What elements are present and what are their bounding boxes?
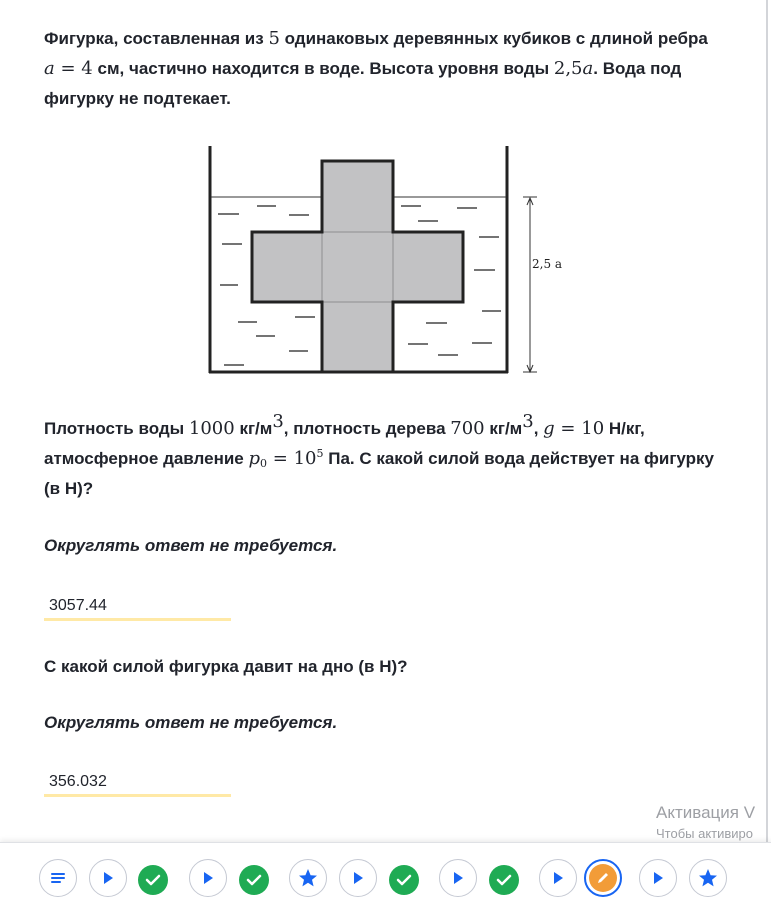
cube-count: 5 <box>268 28 280 49</box>
video-step-4[interactable] <box>439 859 477 897</box>
video-step-6[interactable] <box>639 859 677 897</box>
star-icon <box>298 868 318 888</box>
checkmark-icon <box>496 874 512 886</box>
current-step-indicator <box>589 864 617 892</box>
cube-center <box>322 232 393 302</box>
conditions-text: Плотность воды 1000 $кг/м^3$, плотность дерева 700 $кг/м^3$, g = 10 Н/кг, атмосферное давление $p_0 = 10^5$ Па. С какой силой вода действует на фигурку (в Н)? <box>44 411 714 498</box>
cube-right <box>393 232 463 302</box>
intro-text-2: одинаковых деревянных кубиков с длиной ребра <box>284 29 708 48</box>
dimension-label: 2,5 a <box>532 257 563 271</box>
pencil-icon <box>596 871 610 885</box>
play-icon <box>202 871 214 885</box>
unit-wood-density: кг/м <box>489 419 523 438</box>
g-equals: = <box>560 418 576 439</box>
completed-step-3[interactable] <box>389 865 419 895</box>
water-level-variable: a <box>582 58 594 79</box>
density-text-2: , плотность дерева <box>283 419 446 438</box>
watermark-line-1: Активация V <box>656 803 756 822</box>
mastery-step-1[interactable] <box>289 859 327 897</box>
pressure-base: 10 <box>293 448 317 469</box>
checkmark-icon <box>396 874 412 886</box>
video-step-3[interactable] <box>339 859 377 897</box>
completed-step-4[interactable] <box>489 865 519 895</box>
intro-text: Фигурка, составленная из <box>44 29 264 48</box>
checkmark-icon <box>246 874 262 886</box>
edge-equals: = <box>60 58 76 79</box>
g-value: 10 <box>581 418 605 439</box>
play-icon <box>552 871 564 885</box>
page-edge-divider <box>766 0 768 905</box>
density-text-1: Плотность воды <box>44 419 185 438</box>
star-icon <box>698 868 718 888</box>
play-icon <box>102 871 114 885</box>
problem-conditions <box>44 411 734 504</box>
completed-step-1[interactable] <box>138 865 168 895</box>
play-icon <box>452 871 464 885</box>
cross-in-water-figure <box>205 144 565 380</box>
water-density-value: 1000 <box>188 418 235 439</box>
answer-input-1[interactable]: 3057.44 <box>44 591 231 621</box>
video-step-1[interactable] <box>89 859 127 897</box>
edge-variable: a <box>44 58 55 79</box>
answer-input-2[interactable]: 356.032 <box>44 767 231 797</box>
question1-text: Па. С какой силой вода действует на фигурку (в Н)? <box>44 449 714 498</box>
completed-step-2[interactable] <box>239 865 269 895</box>
checkmark-icon <box>145 874 161 886</box>
pressure-equals: = <box>272 448 288 469</box>
hint-2: Округлять ответ не требуется. <box>44 713 338 732</box>
progress-bar <box>0 842 771 906</box>
unit-water-density: кг/м <box>239 419 273 438</box>
menu-button[interactable] <box>39 859 77 897</box>
unit-exponent-2: 3 <box>522 411 534 432</box>
edge-value: 4 <box>81 58 93 79</box>
g-variable: g <box>543 418 555 439</box>
pressure-subscript: 0 <box>260 457 268 470</box>
watermark-line-2: Чтобы активиро <box>656 826 754 841</box>
list-icon <box>50 872 66 884</box>
problem-text <box>44 24 734 114</box>
video-step-2[interactable] <box>189 859 227 897</box>
unit-exponent: 3 <box>272 411 284 432</box>
cube-bottom <box>322 302 393 372</box>
play-icon <box>352 871 364 885</box>
intro-text-4: . Вода под фигурку не подтекает. <box>44 59 682 108</box>
problem-intro <box>44 24 734 114</box>
intro-text-3: см, частично находится в воде. Высота уровня воды <box>97 59 550 78</box>
pressure-text: атмосферное давление <box>44 449 244 468</box>
wood-density-value: 700 <box>450 418 485 439</box>
question-2: С какой силой фигурка давит на дно (в Н)? <box>44 657 408 676</box>
g-unit: Н/кг, <box>608 419 645 438</box>
cube-left <box>252 232 322 302</box>
current-exercise-step[interactable] <box>584 859 622 897</box>
hint-1: Округлять ответ не требуется. <box>44 536 338 555</box>
play-icon <box>652 871 664 885</box>
mastery-step-2[interactable] <box>689 859 727 897</box>
pressure-variable: p <box>248 448 261 469</box>
video-step-5[interactable] <box>539 859 577 897</box>
water-level-number: 2,5 <box>553 58 583 79</box>
wooden-cubes <box>252 161 463 372</box>
pressure-exponent: 5 <box>316 447 324 460</box>
cube-top <box>322 161 393 232</box>
